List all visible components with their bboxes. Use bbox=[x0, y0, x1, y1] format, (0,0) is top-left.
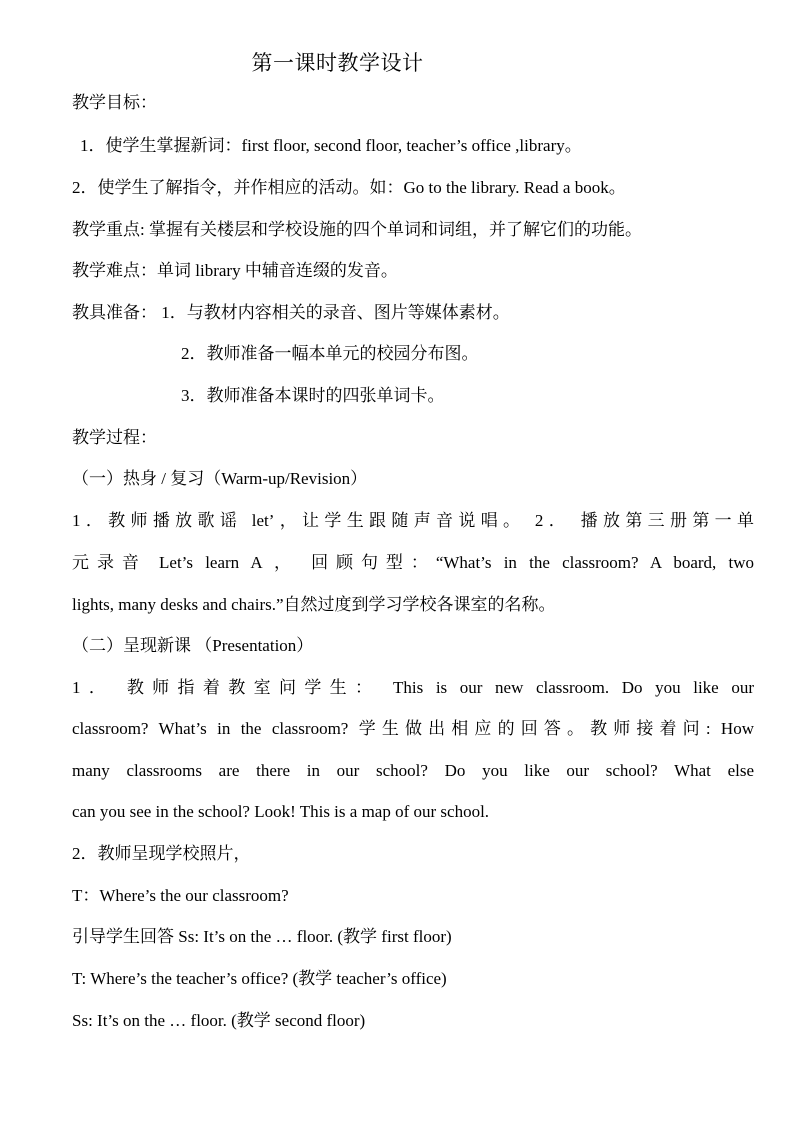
dialogue-line-2: 引导学生回答 Ss: It’s on the … floor. (教学 first floor) bbox=[72, 927, 452, 946]
presentation-line-4: can you see in the school? Look! This is a map of our school. bbox=[72, 802, 490, 821]
subsection-presentation: （二）呈现新课 （Presentation） bbox=[72, 636, 314, 655]
presentation-step-2: 2．教师呈现学校照片， bbox=[72, 844, 251, 863]
objective-line-1: 1．使学生掌握新词：first floor, second floor, teacher’s office ,library。 bbox=[80, 136, 582, 155]
warmup-line-2: 元录音 Let’s learn A ， 回顾句型：“What’s in the classroom? A board, two bbox=[72, 553, 754, 572]
section-heading-process: 教学过程： bbox=[72, 428, 157, 447]
warmup-line-3: lights, many desks and chairs.”自然过度到学习学校各课室的名称。 bbox=[72, 595, 556, 614]
difficulty-line: 教学难点：单词 library 中辅音连缀的发音。 bbox=[72, 261, 398, 280]
teaching-aids-line-1: 教具准备： 1．与教材内容相关的录音、图片等媒体素材。 bbox=[72, 303, 510, 322]
key-points-line: 教学重点: 掌握有关楼层和学校设施的四个单词和词组，并了解它们的功能。 bbox=[72, 220, 642, 239]
presentation-line-1: 1． 教师指着教室问学生： This is our new classroom. Do you like our bbox=[72, 678, 754, 697]
dialogue-line-3: T: Where’s the teacher’s office? (教学 teacher’s office) bbox=[72, 969, 447, 988]
teaching-aids-line-3: 3．教师准备本课时的四张单词卡。 bbox=[181, 386, 445, 405]
section-heading-objectives: 教学目标： bbox=[72, 93, 157, 112]
document-title: 第一课时教学设计 bbox=[251, 51, 424, 75]
subsection-warmup: （一）热身 / 复习（Warm-up/Revision） bbox=[72, 469, 368, 488]
objective-line-2: 2．使学生了解指令，并作相应的活动。如：Go to the library. Read a book。 bbox=[72, 178, 626, 197]
presentation-line-3: many classrooms are there in our school? Do you like our school? What else bbox=[72, 761, 754, 780]
dialogue-line-1: T：Where’s the our classroom? bbox=[72, 886, 289, 905]
teaching-aids-line-2: 2．教师准备一幅本单元的校园分布图。 bbox=[181, 344, 479, 363]
presentation-line-2: classroom? What’s in the classroom? 学生做出相应的回答。教师接着问: How bbox=[72, 719, 754, 738]
warmup-line-1: 1．教师播放歌谣 let’，让学生跟随声音说唱。 2． 播放第三册第一单 bbox=[72, 511, 754, 530]
dialogue-line-4: Ss: It’s on the … floor. (教学 second floor) bbox=[72, 1011, 366, 1030]
